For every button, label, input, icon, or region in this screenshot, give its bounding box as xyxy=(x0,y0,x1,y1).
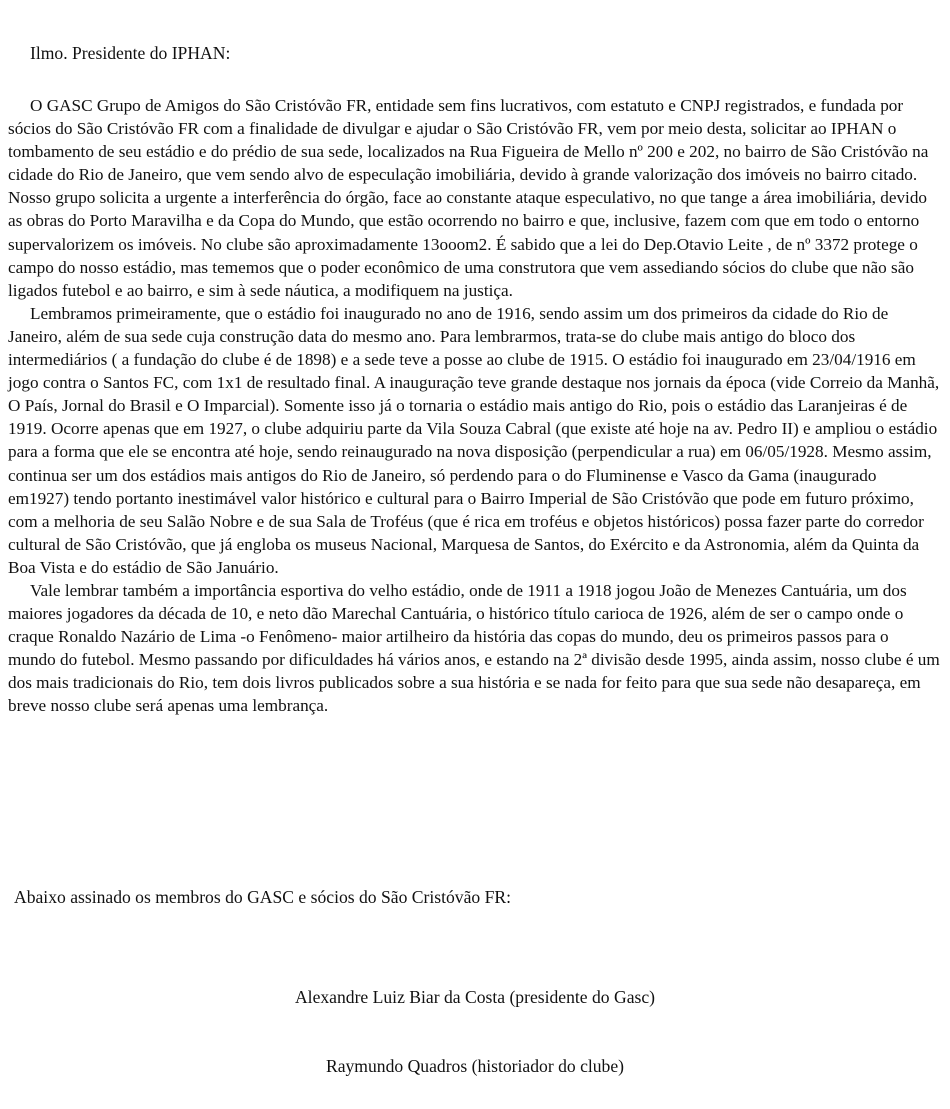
signature-historian: Raymundo Quadros (historiador do clube) xyxy=(325,1056,625,1076)
letter-salutation: Ilmo. Presidente do IPHAN: xyxy=(30,43,231,63)
letter-body xyxy=(8,94,940,718)
signature-president: Alexandre Luiz Biar da Costa (presidente do Gasc) xyxy=(294,987,656,1007)
letter-closing: Abaixo assinado os membros do GASC e sócios do São Cristóvão FR: xyxy=(14,887,512,907)
body-paragraph-history: Lembramos primeiramente, que o estádio foi inaugurado no ano de 1916, sendo assim um dos primeiros da cidade do Rio de Janeiro, além de sua sede cuja construção data do mesmo ano. Para lembrarmos, trata-se do clube mais antigo do bloco dos intermediários ( a fundação do clube é de 1898) e a sede teve a posse ao clube de 1915. O estádio foi inaugurado em 23/04/1916 em jogo contra o Santos FC, com 1x1 de resultado final. A inauguração teve grande destaque nos jornais da época (vide Correio da Manhã, O País, Jornal do Brasil e O Imparcial). Somente isso já o tornaria o estádio mais antigo do Rio, pois o estádio das Laranjeiras é de 1919. Ocorre apenas que em 1927, o clube adquiriu parte da Vila Souza Cabral (que existe até hoje na av. Pedro II) e ampliou o estádio para a forma que ele se encontra até hoje, sendo reinaugurado na nova disposição (perpendicular a rua) em 06/05/1928. Mesmo assim, continua ser um dos estádios mais antigos do Rio de Janeiro, só perdendo para o do Fluminense e Vasco da Gama (inaugurado em1927) tendo portanto inestimável valor histórico e cultural para o Bairro Imperial de São Cristóvão que pode em futuro próximo, com a melhoria de seu Salão Nobre e de sua Sala de Troféus (que é rica em troféus e objetos históricos) possa fazer parte do corredor cultural de São Cristóvão, que já engloba os museus Nacional, Marquesa de Santos, do Exército e da Astronomia, além da Quinta da Boa Vista e do estádio de São Januário. xyxy=(8,303,940,577)
body-paragraph-request: O GASC Grupo de Amigos do São Cristóvão FR, entidade sem fins lucrativos, com estatuto e CNPJ registrados, e fundada por sócios do São Cristóvão FR com a finalidade de divulgar e ajudar o São Cristóvão FR, vem por meio desta, solicitar ao IPHAN o tombamento de seu estádio e do prédio de sua sede, localizados na Rua Figueira de Mello nº 200 e 202, no bairro de São Cristóvão na cidade do Rio de Janeiro, que vem sendo alvo de especulação imobiliária, devido à grande valorização dos imóveis no bairro citado. Nosso grupo solicita a urgente a interferência do órgão, face ao constante ataque especulativo, no que tange a área imobiliária, devido as obras do Porto Maravilha e da Copa do Mundo, que estão ocorrendo no bairro e que, inclusive, fazem com que em todo o entorno supervalorizem os imóveis. No clube são aproximadamente 13ooom2. É sabido que a lei do Dep.Otavio Leite , de nº 3372 protege o campo do nosso estádio, mas tememos que o poder econômico de uma construtora que vem assediando sócios do clube que não são ligados futebol e ao bairro, e sim à sede náutica, a modifiquem na justiça. xyxy=(8,96,929,300)
body-paragraph-sporting-importance: Vale lembrar também a importância esportiva do velho estádio, onde de 1911 a 1918 jogou João de Menezes Cantuária, um dos maiores jogadores da década de 10, e neto dão Marechal Cantuária, o histórico título carioca de 1926, além de ser o campo onde o craque Ronaldo Nazário de Lima -o Fenômeno- maior artilheiro da história das copas do mundo, deu os primeiros passos para o mundo do futebol. Mesmo passando por dificuldades há vários anos, e estando na 2ª divisão desde 1995, ainda assim, nosso clube é um dos mais tradicionais do Rio, tem dois livros publicados sobre a sua história e se nada for feito para que sua sede não desapareça, em breve nosso clube será apenas uma lembrança. xyxy=(8,580,940,716)
